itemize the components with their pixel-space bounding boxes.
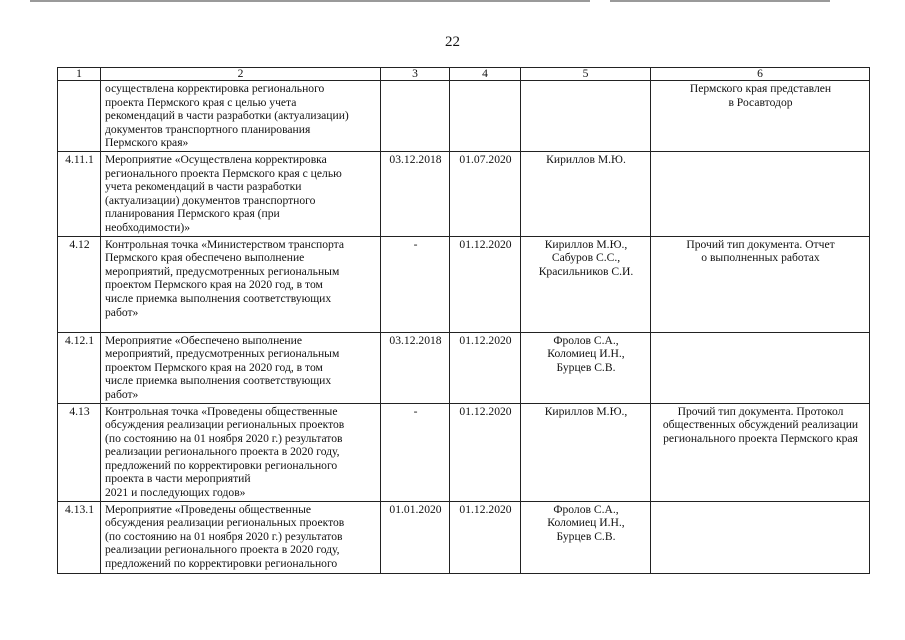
description-line: проектом Пермского края на 2020 год, в том — [105, 278, 323, 292]
end-date-cell: 01.12.2020 — [450, 403, 521, 501]
description-line: Пермского края» — [105, 136, 189, 150]
item-number-cell: 4.12 — [58, 236, 101, 332]
result-line: Пермского края представлен — [689, 82, 832, 95]
responsible-person: Фролов С.А., — [553, 333, 619, 347]
start-date-cell — [381, 81, 450, 152]
responsible-person: Сабуров С.С., — [551, 251, 621, 265]
description-line: документов транспортного планирования — [105, 122, 311, 136]
table-row — [58, 151, 870, 236]
description-line: рекомендаций в части разработки (актуализации) — [105, 109, 349, 123]
responsible-cell — [521, 151, 651, 236]
description-line: Пермского края обеспечено выполнение — [105, 251, 305, 265]
description-line: планирования Пермского края (при — [105, 207, 280, 221]
table-body — [58, 81, 870, 574]
table-row — [58, 403, 870, 501]
result-line: общественных обсуждений реализации — [662, 418, 859, 432]
description-line: регионального проекта Пермского края с целью — [105, 166, 342, 180]
end-date-cell: 01.07.2020 — [450, 151, 521, 236]
description-line: проекта Пермского края с целью учета — [105, 95, 297, 109]
header-col-1: 1 — [58, 68, 101, 81]
description-line: числе приемка выполнения соответствующих — [105, 374, 332, 388]
description-line: числе приемка выполнения соответствующих — [105, 291, 332, 305]
result-line: Прочий тип документа. Отчет — [686, 237, 835, 251]
responsible-cell — [521, 403, 651, 501]
responsible-cell — [521, 501, 651, 573]
responsible-cell — [521, 236, 651, 332]
header-col-3: 3 — [381, 68, 450, 81]
header-col-4: 4 — [450, 68, 521, 81]
result-line: регионального проекта Пермского края — [663, 431, 858, 445]
responsible-cell — [521, 332, 651, 403]
description-line: проектом Пермского края на 2020 год, в том — [105, 360, 323, 374]
responsible-person: Кириллов М.Ю., — [544, 404, 628, 418]
responsible-cell — [521, 81, 651, 152]
start-date-cell: 03.12.2018 — [381, 151, 450, 236]
description-line: работ» — [105, 387, 139, 401]
description-cell — [101, 501, 381, 573]
responsible-person: Кириллов М.Ю. — [546, 152, 626, 166]
description-line: Мероприятие «Проведены общественные — [105, 502, 312, 516]
responsible-person: Красильников С.И. — [538, 264, 634, 278]
result-line: о выполненных работах — [701, 251, 820, 265]
page-number: 22 — [445, 34, 460, 50]
header-col-2: 2 — [101, 68, 381, 81]
scan-edge-line-right — [610, 0, 830, 2]
description-line: Контрольная точка «Проведены общественные — [105, 404, 338, 418]
start-date-cell: - — [381, 236, 450, 332]
table-row — [58, 236, 870, 332]
item-number-cell: 4.13.1 — [58, 501, 101, 573]
description-line: обсуждения реализации региональных проектов — [105, 418, 345, 432]
description-line: работ» — [105, 305, 139, 319]
result-cell — [651, 332, 870, 403]
start-date-cell: 03.12.2018 — [381, 332, 450, 403]
result-line: Прочий тип документа. Протокол — [677, 404, 844, 418]
item-number-cell — [58, 81, 101, 152]
description-cell — [101, 81, 381, 152]
activities-table — [57, 67, 870, 574]
end-date-cell: 01.12.2020 — [450, 332, 521, 403]
result-cell — [651, 81, 870, 152]
table-row — [58, 332, 870, 403]
item-number-cell: 4.13 — [58, 403, 101, 501]
description-line: предложений по корректировки регионального — [105, 458, 338, 472]
description-cell — [101, 151, 381, 236]
description-line: реализации регионального проекта в 2020 году, — [105, 445, 340, 459]
end-date-cell — [450, 81, 521, 152]
description-line: Контрольная точка «Министерством транспорта — [105, 237, 344, 251]
end-date-cell: 01.12.2020 — [450, 501, 521, 573]
item-number-cell: 4.11.1 — [58, 151, 101, 236]
description-line: мероприятий, предусмотренных региональным — [105, 347, 340, 361]
result-cell — [651, 403, 870, 501]
responsible-person: Фролов С.А., — [553, 502, 619, 516]
description-cell — [101, 332, 381, 403]
description-line: 2021 и последующих годов» — [105, 486, 246, 500]
description-line: мероприятий, предусмотренных региональным — [105, 264, 340, 278]
header-col-5: 5 — [521, 68, 651, 81]
responsible-person: Бурцев С.В. — [556, 529, 616, 543]
description-line: Мероприятие «Обеспечено выполнение — [105, 333, 302, 347]
description-cell — [101, 403, 381, 501]
responsible-person: Коломиец И.Н., — [547, 347, 625, 361]
description-line: обсуждения реализации региональных проектов — [105, 516, 345, 530]
result-cell — [651, 151, 870, 236]
scan-edge-line-left — [30, 0, 590, 2]
description-line: (актуализации) документов транспортного — [105, 193, 316, 207]
responsible-person: Коломиец И.Н., — [547, 516, 625, 530]
result-line: в Росавтодор — [728, 95, 793, 109]
responsible-person: Кириллов М.Ю., — [544, 237, 628, 251]
item-number-cell: 4.12.1 — [58, 332, 101, 403]
description-line: необходимости)» — [105, 220, 191, 234]
description-line: осуществлена корректировка регионального — [105, 82, 325, 95]
responsible-person: Бурцев С.В. — [556, 360, 616, 374]
description-line: (по состоянию на 01 ноября 2020 г.) результатов — [105, 431, 343, 445]
description-line: реализации регионального проекта в 2020 году, — [105, 543, 340, 557]
description-line: предложений по корректировки регионального — [105, 557, 338, 571]
table-header-row — [58, 68, 870, 81]
description-line: Мероприятие «Осуществлена корректировка — [105, 152, 327, 166]
start-date-cell: 01.01.2020 — [381, 501, 450, 573]
start-date-cell: - — [381, 403, 450, 501]
table-row — [58, 501, 870, 573]
table-row — [58, 81, 870, 152]
result-cell — [651, 501, 870, 573]
header-col-6: 6 — [651, 68, 870, 81]
description-line: учета рекомендаций в части разработки — [105, 180, 302, 194]
description-cell — [101, 236, 381, 332]
end-date-cell: 01.12.2020 — [450, 236, 521, 332]
description-line: (по состоянию на 01 ноября 2020 г.) результатов — [105, 529, 343, 543]
result-cell — [651, 236, 870, 332]
description-line: проекта в части мероприятий — [105, 472, 251, 486]
